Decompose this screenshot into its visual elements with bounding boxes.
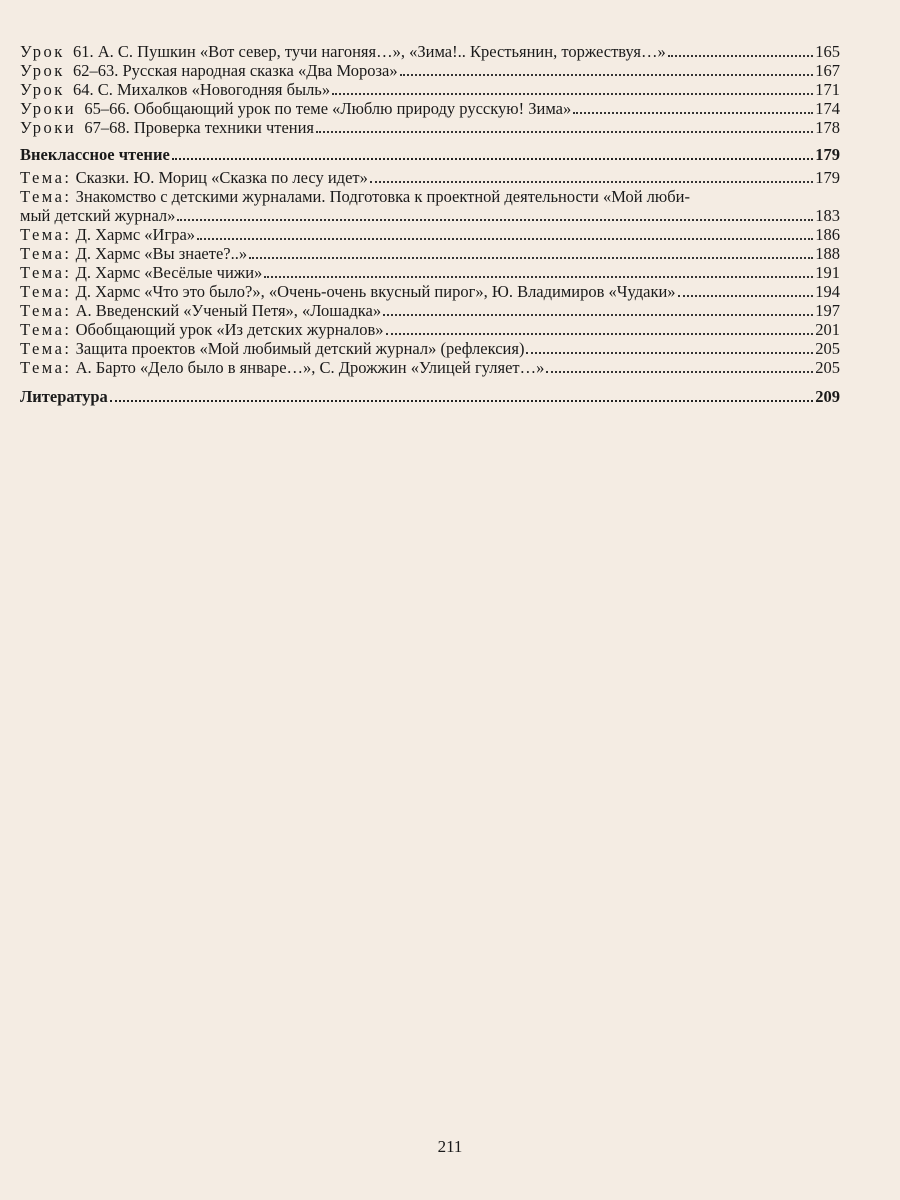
entry-title: Сказки. Ю. Мориц «Сказка по лесу идет» xyxy=(75,168,368,187)
entry-page: 179 xyxy=(815,168,840,187)
entry-title: 65–66. Обобщающий урок по теме «Люблю природу русскую! Зима» xyxy=(84,99,572,118)
leader-dots xyxy=(386,333,814,335)
section-page: 179 xyxy=(815,145,840,164)
leader-dots xyxy=(678,295,814,297)
entry-title: 61. А. С. Пушкин «Вот север, тучи нагоняя…», «Зима!.. Крестьянин, торжествуя…» xyxy=(73,42,666,61)
entry-page: 197 xyxy=(815,301,840,320)
toc-entry-lesson-67 xyxy=(20,118,840,137)
entry-page: 194 xyxy=(815,282,840,301)
section-page: 209 xyxy=(815,387,840,406)
entry-prefix: Тема: xyxy=(20,244,72,263)
entry-title: Д. Хармс «Вы знаете?..» xyxy=(75,244,248,263)
entry-page: 165 xyxy=(815,42,840,61)
toc-entry-topic xyxy=(20,301,840,320)
entry-prefix: Тема: xyxy=(20,358,72,377)
entry-title: А. Введенский «Ученый Петя», «Лошадка» xyxy=(75,301,382,320)
leader-dots xyxy=(526,352,813,354)
entry-prefix: Тема: xyxy=(20,168,72,187)
toc-entry-lesson-61 xyxy=(20,42,840,61)
entry-title: Д. Хармс «Что это было?», «Очень-очень вкусный пирог», Ю. Владимиров «Чудаки» xyxy=(75,282,676,301)
table-of-contents xyxy=(20,42,840,406)
leader-dots xyxy=(177,219,813,221)
toc-section-extra-reading xyxy=(20,145,840,164)
entry-page: 201 xyxy=(815,320,840,339)
entry-title: Д. Хармс «Весёлые чижи» xyxy=(75,263,263,282)
section-title: Литература xyxy=(20,387,108,406)
leader-dots xyxy=(546,371,813,373)
leader-dots xyxy=(197,238,813,240)
leader-dots xyxy=(383,314,813,316)
toc-entry-topic xyxy=(20,339,840,358)
entry-page: 205 xyxy=(815,358,840,377)
toc-entry-lesson-62 xyxy=(20,61,840,80)
entry-prefix: Уроки xyxy=(20,99,77,118)
toc-entry-topic xyxy=(20,263,840,282)
leader-dots xyxy=(400,74,814,76)
entry-page: 178 xyxy=(815,118,840,137)
entry-page: 174 xyxy=(815,99,840,118)
entry-title: Знакомство с детскими журналами. Подготовка к проектной деятельности «Мой люби- xyxy=(75,187,690,206)
entry-prefix: Тема: xyxy=(20,301,72,320)
toc-entry-topic xyxy=(20,187,840,225)
entry-prefix: Урок xyxy=(20,61,65,80)
entry-page: 167 xyxy=(815,61,840,80)
entry-prefix: Урок xyxy=(20,42,65,61)
toc-section-literature xyxy=(20,387,840,406)
leader-dots xyxy=(249,257,813,259)
entry-prefix: Тема: xyxy=(20,320,72,339)
leader-dots xyxy=(316,131,813,133)
entry-page: 183 xyxy=(815,206,840,225)
entry-title: 67–68. Проверка техники чтения xyxy=(84,118,315,137)
toc-entry-lesson-64 xyxy=(20,80,840,99)
entry-prefix: Урок xyxy=(20,80,65,99)
entry-title: Защита проектов «Мой любимый детский журнал» (рефлексия) xyxy=(75,339,525,358)
leader-dots xyxy=(264,276,813,278)
entry-page: 171 xyxy=(815,80,840,99)
entry-title: А. Барто «Дело было в январе…», С. Дрожжин «Улицей гуляет…» xyxy=(75,358,545,377)
entry-title: Обобщающий урок «Из детских журналов» xyxy=(75,320,384,339)
entry-page: 191 xyxy=(815,263,840,282)
leader-dots xyxy=(332,93,813,95)
entry-title: 64. С. Михалков «Новогодняя быль» xyxy=(73,80,331,99)
entry-page: 188 xyxy=(815,244,840,263)
entry-title-continued: мый детский журнал» xyxy=(20,206,176,225)
toc-entry-topic xyxy=(20,320,840,339)
leader-dots xyxy=(573,112,813,114)
entry-page: 205 xyxy=(815,339,840,358)
toc-entry-lesson-65 xyxy=(20,99,840,118)
entry-prefix: Тема: xyxy=(20,225,72,244)
page-number: 211 xyxy=(437,1137,463,1156)
toc-entry-topic xyxy=(20,358,840,377)
entry-prefix: Тема: xyxy=(20,282,72,301)
entry-page: 186 xyxy=(815,225,840,244)
toc-entry-topic xyxy=(20,168,840,187)
entry-prefix: Тема: xyxy=(20,187,72,206)
leader-dots xyxy=(110,400,813,402)
toc-entry-topic xyxy=(20,282,840,301)
entry-title: Д. Хармс «Игра» xyxy=(75,225,196,244)
leader-dots xyxy=(668,55,814,57)
entry-prefix: Уроки xyxy=(20,118,77,137)
entry-title: 62–63. Русская народная сказка «Два Мороза» xyxy=(73,61,398,80)
entry-prefix: Тема: xyxy=(20,339,72,358)
leader-dots xyxy=(172,158,813,160)
entry-prefix: Тема: xyxy=(20,263,72,282)
section-title: Внеклассное чтение xyxy=(20,145,170,164)
leader-dots xyxy=(370,181,813,183)
toc-entry-topic xyxy=(20,225,840,244)
toc-entry-topic xyxy=(20,244,840,263)
